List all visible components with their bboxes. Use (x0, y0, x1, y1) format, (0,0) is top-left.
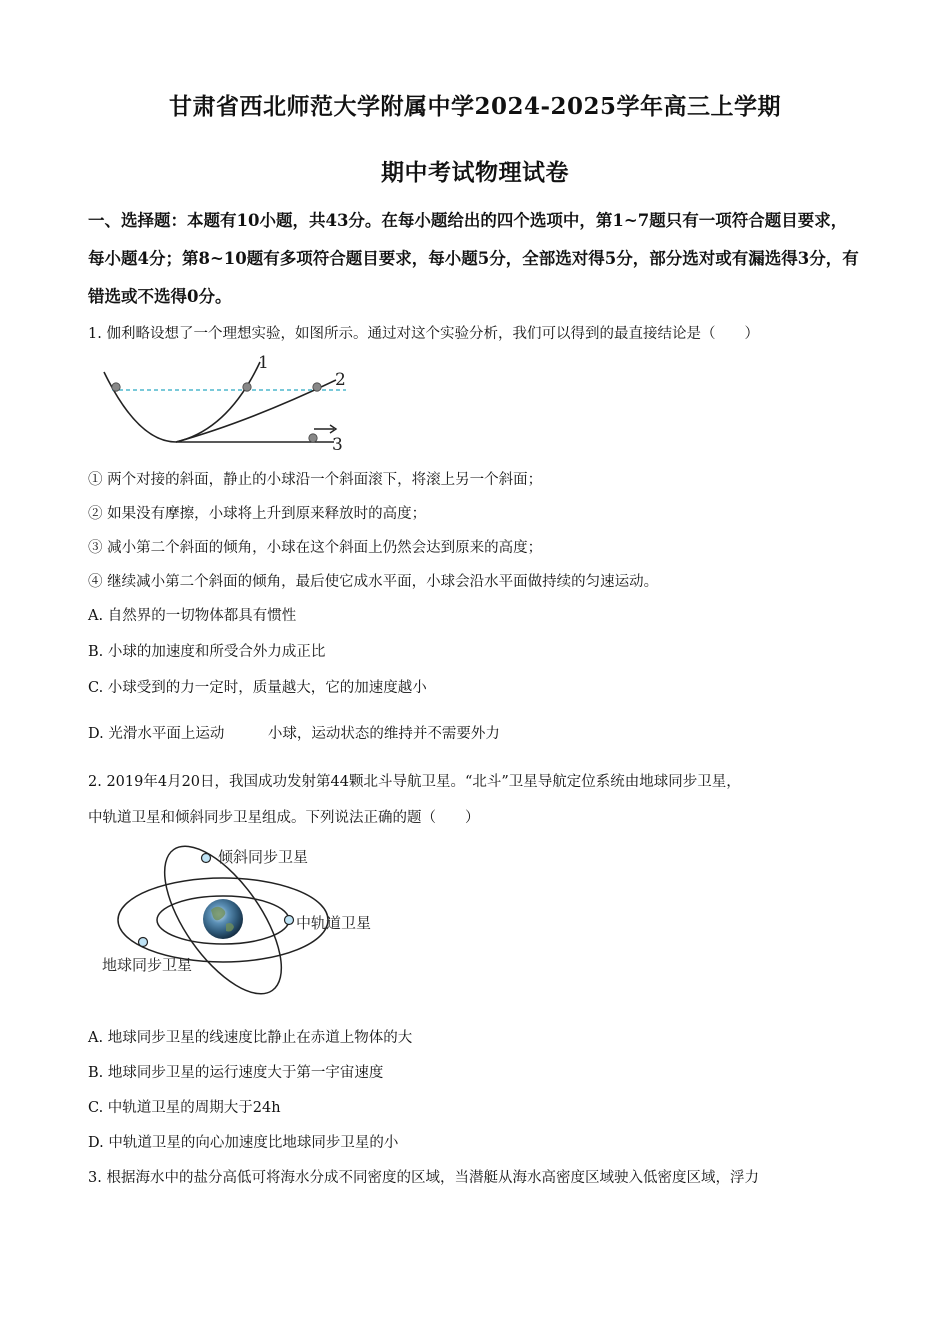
q2-option-b: B. 地球同步卫星的运行速度大于第一宇宙速度 (88, 1065, 384, 1081)
medium-satellite-label: 中轨道卫星 (296, 914, 372, 932)
q2-option-a: A. 地球同步卫星的线速度比静止在赤道上物体的大 (88, 1030, 413, 1046)
exam-title-line1: 甘肃省西北师范大学附属中学2024-2025学年高三上学期 (168, 93, 782, 120)
q1-option-a: A. 自然界的一切物体都具有惯性 (88, 608, 297, 624)
ball-start (112, 383, 120, 391)
q1-statement: ④ 继续减小第二个斜面的倾角，最后使它成水平面，小球会沿水平面做持续的匀速运动。 (88, 574, 659, 590)
ball-ramp-2 (313, 383, 321, 391)
q1-stem: 1. 伽利略设想了一个理想实验，如图所示。通过对这个实验分析，我们可以得到的最直接结论是（ ） (88, 326, 759, 342)
q2-stem-line1: 2. 2019年4月20日，我国成功发射第44颗北斗导航卫星。“北斗”卫星导航定位系统由地球同步卫星， (88, 774, 741, 790)
section-heading: 一、选择题：本题有10小题，共43分。在每小题给出的四个选项中，第1~7题只有一项符合题目要求，每小题4分；第8~10题有多项符合题目要求，每小题5分，全部选对得5分，部分选对或有漏选得3分，有错选或不选得0分。 (88, 211, 859, 306)
geo-satellite-icon (139, 938, 148, 947)
ramp-1-curve (176, 362, 260, 442)
ramp-label-3: 3 (332, 435, 343, 455)
q1-statement: ① 两个对接的斜面，静止的小球沿一个斜面滚下，将滚上另一个斜面； (88, 472, 543, 488)
q2-stem-line2: 中轨道卫星和倾斜同步卫星组成。下列说法正确的题（ ） (88, 810, 480, 826)
inclined-satellite-icon (202, 854, 211, 863)
ball-ramp-1 (243, 383, 251, 391)
q2-option-c: C. 中轨道卫星的周期大于24h (88, 1100, 281, 1116)
q2-figure-beidou-orbits (98, 836, 398, 1008)
ramp-label-1: 1 (258, 353, 269, 373)
left-ramp-curve (104, 372, 176, 442)
earth-icon (203, 899, 243, 939)
medium-satellite-icon (285, 916, 294, 925)
q2-option-d: D. 中轨道卫星的向心加速度比地球同步卫星的小 (88, 1135, 399, 1151)
ramp-label-2: 2 (335, 370, 346, 390)
inclined-satellite-label: 倾斜同步卫星 (218, 848, 309, 866)
q3-stem: 3. 根据海水中的盐分高低可将海水分成不同密度的区域，当潜艇从海水高密度区域驶入低密度区域，浮力 (88, 1170, 759, 1186)
q1-figure-galileo-ramps (98, 350, 358, 455)
q1-option-d: D. 光滑水平面上运动 小球，运动状态的维持并不需要外力 (88, 726, 500, 742)
q1-statement: ② 如果没有摩擦，小球将上升到原来释放时的高度； (88, 506, 427, 522)
ball-flat (309, 434, 317, 442)
exam-title-line2: 期中考试物理试卷 (381, 159, 569, 186)
q1-statement: ③ 减小第二个斜面的倾角，小球在这个斜面上仍然会达到原来的高度； (88, 540, 543, 556)
q1-option-b: B. 小球的加速度和所受合外力成正比 (88, 644, 326, 660)
geo-satellite-label: 地球同步卫星 (102, 956, 193, 974)
q1-option-c: C. 小球受到的力一定时，质量越大，它的加速度越小 (88, 680, 427, 696)
